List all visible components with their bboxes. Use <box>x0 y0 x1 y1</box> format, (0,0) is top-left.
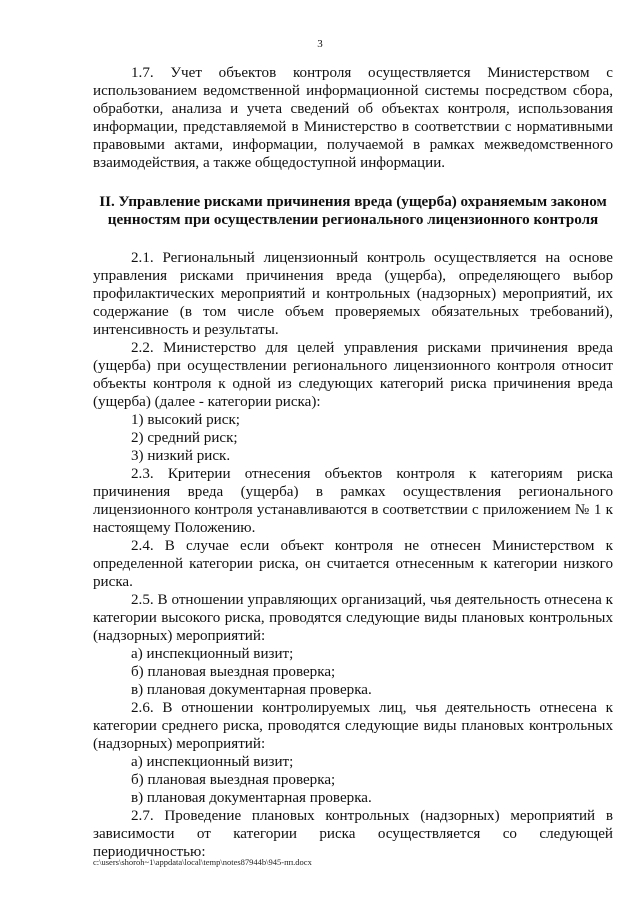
list-item: 1) высокий риск; <box>131 412 240 428</box>
paragraph-2-7: 2.7. Проведение плановых контрольных (надзорных) мероприятий в зависимости от категории риска осуществляется со следующей периодичностью: <box>93 808 613 860</box>
paragraph-2-2: 2.2. Министерство для целей управления рисками причинения вреда (ущерба) при осуществлении регионального лицензионного контроля относит объекты контроля к одной из следующих категорий риска причинения вреда (ущерба) (далее - категории риска): <box>93 340 613 410</box>
section-heading: II. Управление рисками причинения вреда (ущерба) охраняемым законом ценностям при осуществлении регионального лицензионного контроля <box>99 194 607 228</box>
document-body <box>93 64 613 861</box>
paragraph-2-6: 2.6. В отношении контролируемых лиц, чья деятельность отнесена к категории среднего риска, проводятся следующие виды плановых контрольных (надзорных) мероприятий: <box>93 700 613 752</box>
paragraph-2-1: 2.1. Региональный лицензионный контроль осуществляется на основе управления рисками причинения вреда (ущерба), определяющего выбор профилактических мероприятий и контрольных (надзорных) мероприятий, их содержание (в том числе объем проверяемых обязательных требований), интенсивность и результаты. <box>93 250 613 338</box>
list-item: 2) средний риск; <box>131 430 238 446</box>
page-number: 3 <box>317 38 323 50</box>
paragraph-2-5: 2.5. В отношении управляющих организаций, чья деятельность отнесена к категории высокого риска, проводятся следующие виды плановых контрольных (надзорных) мероприятий: <box>93 592 613 644</box>
paragraph-2-3: 2.3. Критерии отнесения объектов контроля к категориям риска причинения вреда (ущерба) в рамках осуществления регионального лицензионного контроля устанавливаются в соответствии с приложением № 1 к настоящему Положению. <box>93 466 613 536</box>
paragraph-1-7: 1.7. Учет объектов контроля осуществляется Министерством с использованием ведомственной информационной системы посредством сбора, обработки, анализа и учета сведений об объектах контроля, использования информации, представляемой в Министерство в соответствии с нормативными правовыми актами, информации, получаемой в рамках межведомственного взаимодействия, а также общедоступной информации. <box>93 65 613 171</box>
list-item: в) плановая документарная проверка. <box>131 682 372 698</box>
list-item: в) плановая документарная проверка. <box>131 790 372 806</box>
list-item: 3) низкий риск. <box>131 448 231 464</box>
list-item: а) инспекционный визит; <box>131 646 294 662</box>
list-item: а) инспекционный визит; <box>131 754 294 770</box>
paragraph-2-4: 2.4. В случае если объект контроля не отнесен Министерством к определенной категории риска, он считается отнесенным к категории низкого риска. <box>93 538 613 590</box>
file-path-footer: c:\users\shoroh~1\appdata\local\temp\notes87944b\945-пп.docx <box>93 857 312 867</box>
list-item: б) плановая выездная проверка; <box>131 772 336 788</box>
list-item: б) плановая выездная проверка; <box>131 664 336 680</box>
